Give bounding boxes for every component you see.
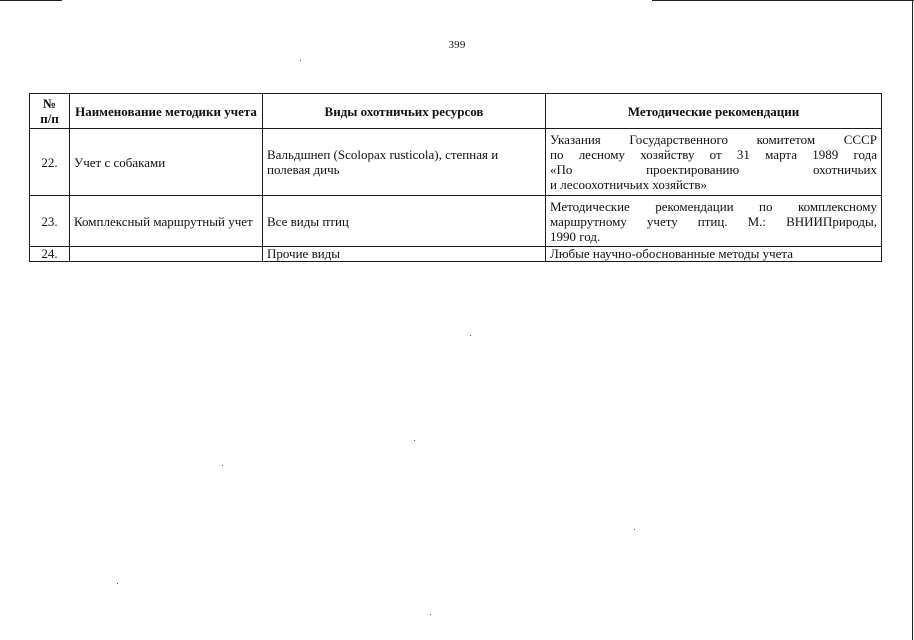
scan-speck <box>117 583 118 584</box>
header-num-line2: п/п <box>40 111 59 126</box>
reco-line: и лесоохотничьих хозяйств» <box>550 177 708 192</box>
reco-line: по лесному хозяйству от 31 марта 1989 года <box>550 147 877 162</box>
row-num: 23. <box>30 196 70 247</box>
reco-line: 1990 год. <box>550 228 601 244</box>
row-species: Прочие виды <box>263 247 546 262</box>
reco-line: «По проектированию охотничьих <box>550 162 877 177</box>
scan-speck <box>430 614 431 615</box>
scan-edge-top-left <box>0 0 62 1</box>
table-row <box>30 129 882 196</box>
scan-speck <box>470 335 471 336</box>
row-method <box>70 247 263 262</box>
row-species: Все виды птиц <box>263 196 546 247</box>
header-species: Виды охотничьих ресурсов <box>263 94 546 129</box>
reco-line: Методические рекомендации по комплексному <box>550 198 877 214</box>
page-number: 399 <box>448 39 466 51</box>
scan-speck <box>300 60 301 61</box>
row-recommendations <box>546 196 882 247</box>
header-recommendations: Методические рекомендации <box>546 94 882 129</box>
methods-table <box>29 93 882 262</box>
header-num <box>30 94 70 129</box>
scan-speck <box>222 465 223 466</box>
row-method: Учет с собаками <box>70 129 263 196</box>
table-row <box>30 247 882 262</box>
reco-line: Любые научно-обоснованные методы учета <box>550 246 794 261</box>
row-num: 22. <box>30 129 70 196</box>
table-header-row <box>30 94 882 129</box>
header-num-line1: № <box>42 96 57 111</box>
scan-speck <box>414 440 415 441</box>
row-num: 24. <box>30 247 70 262</box>
scan-speck <box>634 529 635 530</box>
row-recommendations <box>546 129 882 196</box>
row-method: Комплексный маршрутный учет <box>70 196 263 247</box>
row-recommendations <box>546 247 882 262</box>
header-method: Наименование методики учета <box>70 94 263 129</box>
scan-edge-top-right <box>652 0 914 1</box>
row-species: Вальдшнеп (Scolopax rusticola), степная и полевая дичь <box>263 129 546 196</box>
reco-line: Указания Государственного комитетом СССР <box>550 132 877 147</box>
reco-line: маршрутному учету птиц. М.: ВНИИПрироды, <box>550 213 877 229</box>
scan-edge-right <box>912 0 913 640</box>
table-row <box>30 196 882 247</box>
